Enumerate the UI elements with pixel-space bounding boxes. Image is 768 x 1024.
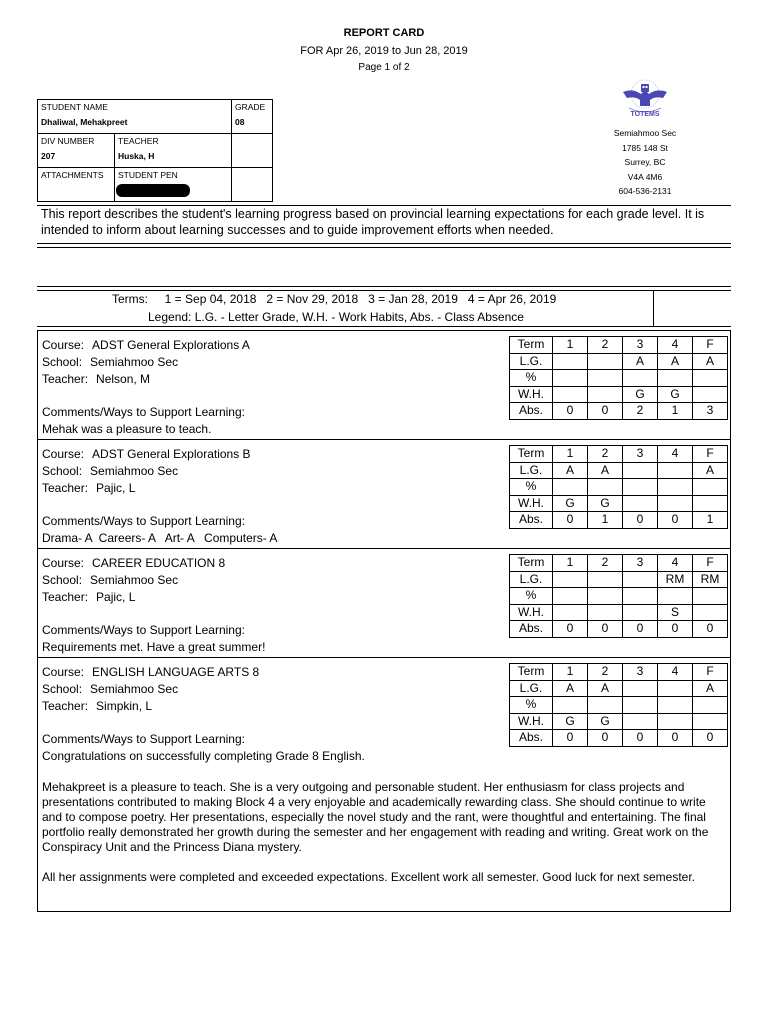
abs-cell: 0 <box>553 730 588 747</box>
grade-cell: A <box>693 353 728 370</box>
wh-cell: G <box>658 386 693 403</box>
comments-label: Comments/Ways to Support Learning: <box>42 732 245 746</box>
grade-cell: A <box>693 462 728 479</box>
blank-cell <box>231 133 273 168</box>
abs-cell: 0 <box>693 730 728 747</box>
grid-header-cell: 1 <box>553 337 588 354</box>
row-label-abs: Abs. <box>510 621 553 638</box>
row-label-wh: W.H. <box>510 713 553 730</box>
pct-cell <box>588 588 623 605</box>
wh-cell <box>693 604 728 621</box>
grade-cell <box>623 462 658 479</box>
grid-header-cell: 3 <box>623 446 658 463</box>
div-number-label: DIV NUMBER <box>41 136 95 146</box>
course-block <box>38 658 730 911</box>
attachments-cell <box>37 167 115 202</box>
totems-logo-icon <box>617 78 673 120</box>
grid-header-cell: Term <box>510 337 553 354</box>
div-number-value: 207 <box>41 151 56 161</box>
grade-cell <box>588 353 623 370</box>
wh-cell <box>623 495 658 512</box>
teacher-cell <box>114 133 232 168</box>
pct-cell <box>693 588 728 605</box>
course-school: Semiahmoo Sec <box>90 682 179 696</box>
row-label-lg: L.G. <box>510 462 553 479</box>
school-logo <box>617 78 673 120</box>
redaction-mark <box>116 184 190 197</box>
wh-cell: G <box>588 495 623 512</box>
course-teacher: Pajic, L <box>96 481 136 495</box>
student-pen-label: STUDENT PEN <box>118 170 178 180</box>
wh-cell <box>658 713 693 730</box>
course-school: Semiahmoo Sec <box>90 573 179 587</box>
terms-legend <box>37 286 731 326</box>
grade-cell: A <box>588 462 623 479</box>
pct-cell <box>658 697 693 714</box>
grid-header-cell: 4 <box>658 337 693 354</box>
abs-cell: 0 <box>693 621 728 638</box>
grid-header-cell: 4 <box>658 446 693 463</box>
grid-header-cell: 3 <box>623 337 658 354</box>
comments-label: Comments/Ways to Support Learning: <box>42 514 245 528</box>
student-name-cell <box>37 99 232 134</box>
div-number-cell <box>37 133 115 168</box>
pct-cell <box>553 479 588 496</box>
wh-cell <box>693 495 728 512</box>
pct-cell <box>553 370 588 387</box>
pct-cell <box>588 370 623 387</box>
comments-label: Comments/Ways to Support Learning: <box>42 623 245 637</box>
abs-cell: 0 <box>588 403 623 420</box>
course-comment: Mehak was a pleasure to teach. <box>42 422 212 436</box>
row-label-lg: L.G. <box>510 353 553 370</box>
blank-cell-2 <box>231 167 273 202</box>
grid-header-cell: F <box>693 664 728 681</box>
grid-header-cell: 2 <box>588 664 623 681</box>
page-number: Page 1 of 2 <box>358 62 410 73</box>
grade-cell: A <box>693 680 728 697</box>
abs-cell: 0 <box>588 730 623 747</box>
grid-header-cell: 3 <box>623 555 658 572</box>
school-city: Surrey, BC <box>624 157 666 167</box>
pct-cell <box>588 697 623 714</box>
school-street: 1785 148 St <box>622 142 668 153</box>
pct-cell <box>693 697 728 714</box>
grade-cell <box>588 571 623 588</box>
grade-table <box>509 663 728 747</box>
course-school: Semiahmoo Sec <box>90 464 179 478</box>
grid-header-cell: 2 <box>588 337 623 354</box>
grade-cell <box>553 353 588 370</box>
abs-cell: 0 <box>623 730 658 747</box>
logo-wordmark: TOTEMS <box>630 111 660 118</box>
school-label: School: <box>42 573 83 587</box>
grid-header-cell: F <box>693 446 728 463</box>
divider-line <box>37 326 731 327</box>
wh-cell <box>693 386 728 403</box>
course-block <box>38 440 730 548</box>
teacher-label: TEACHER <box>118 136 159 146</box>
grade-cell: RM <box>658 571 693 588</box>
row-label-abs: Abs. <box>510 730 553 747</box>
abs-cell: 0 <box>623 512 658 529</box>
school-info <box>580 78 710 199</box>
row-label-pct: % <box>510 697 553 714</box>
pct-cell <box>693 479 728 496</box>
course-comment: Congratulations on successfully completing Grade 8 English. <box>42 749 365 763</box>
grade-table <box>509 445 728 529</box>
grade-value: 08 <box>235 117 245 127</box>
teacher-label: Teacher: <box>42 481 89 495</box>
grade-cell: A <box>658 353 693 370</box>
row-label-pct: % <box>510 370 553 387</box>
grid-header-cell: 2 <box>588 446 623 463</box>
grade-cell: A <box>623 353 658 370</box>
row-label-wh: W.H. <box>510 604 553 621</box>
courses-section <box>37 330 731 912</box>
row-label-wh: W.H. <box>510 495 553 512</box>
comments-label: Comments/Ways to Support Learning: <box>42 405 245 419</box>
row-label-wh: W.H. <box>510 386 553 403</box>
legend-text: Legend: L.G. - Letter Grade, W.H. - Work Habits, Abs. - Class Absence <box>148 310 524 324</box>
pct-cell <box>553 697 588 714</box>
grid-header-cell: 1 <box>553 446 588 463</box>
grade-cell: RM <box>693 571 728 588</box>
pct-cell <box>693 370 728 387</box>
abs-cell: 1 <box>658 403 693 420</box>
school-label: School: <box>42 464 83 478</box>
grid-header-cell: Term <box>510 446 553 463</box>
school-name: Semiahmoo Sec <box>613 128 677 138</box>
teacher-label: Teacher: <box>42 699 89 713</box>
abs-cell: 3 <box>693 403 728 420</box>
row-label-abs: Abs. <box>510 403 553 420</box>
grade-cell <box>658 462 693 479</box>
attachments-label: ATTACHMENTS <box>41 170 104 180</box>
abs-cell: 1 <box>588 512 623 529</box>
school-postal: V4A 4M6 <box>627 171 663 182</box>
abs-cell: 0 <box>658 512 693 529</box>
grade-cell <box>658 680 693 697</box>
wh-cell <box>658 495 693 512</box>
student-info-box <box>37 99 273 202</box>
wh-cell <box>623 713 658 730</box>
course-school: Semiahmoo Sec <box>90 355 179 369</box>
teacher-label: Teacher: <box>42 372 89 386</box>
teacher-label: Teacher: <box>42 590 89 604</box>
row-label-abs: Abs. <box>510 512 553 529</box>
abs-cell: 0 <box>553 403 588 420</box>
pct-cell <box>623 588 658 605</box>
abs-cell: 0 <box>658 730 693 747</box>
divider-line <box>37 243 731 244</box>
abs-cell: 2 <box>623 403 658 420</box>
abs-cell: 1 <box>693 512 728 529</box>
pct-cell <box>623 697 658 714</box>
school-label: School: <box>42 682 83 696</box>
comment-paragraph: Mehakpreet is a pleasure to teach. She is a very outgoing and personable student. Her enthusiasm for class projects and presentations contributed to making Block 4 a very enjoyable and academically rewarding class. She should continue to write and to compose poetry. Her presentations, especially the novel study and the rant, were thoughtful and entertaining. The final portfolio really demonstrated her growth during the semester and her engagement with reading and writing. Great work on the Conspiracy Unit and the Princess Diana mystery. <box>42 780 709 854</box>
abs-cell: 0 <box>553 621 588 638</box>
abs-cell: 0 <box>623 621 658 638</box>
pct-cell <box>588 479 623 496</box>
grid-header-cell: 4 <box>658 555 693 572</box>
course-block <box>38 331 730 439</box>
course-teacher: Pajic, L <box>96 590 136 604</box>
course-teacher: Simpkin, L <box>96 699 153 713</box>
pct-cell <box>623 479 658 496</box>
grade-cell <box>623 680 658 697</box>
course-name: ADST General Explorations B <box>92 447 251 461</box>
course-name: CAREER EDUCATION 8 <box>92 556 226 570</box>
grid-header-cell: 1 <box>553 664 588 681</box>
report-period: FOR Apr 26, 2019 to Jun 28, 2019 <box>300 45 468 57</box>
teacher-value: Huska, H <box>118 151 155 161</box>
grade-cell: A <box>588 680 623 697</box>
course-name: ADST General Explorations A <box>92 338 250 352</box>
course-label: Course: <box>42 665 85 679</box>
wh-cell <box>693 713 728 730</box>
grid-header-cell: F <box>693 337 728 354</box>
grid-header-cell: 4 <box>658 664 693 681</box>
wh-cell <box>553 386 588 403</box>
grade-table <box>509 336 728 420</box>
wh-cell: G <box>553 495 588 512</box>
course-teacher: Nelson, M <box>96 372 151 386</box>
student-name-label: STUDENT NAME <box>41 102 108 112</box>
course-block <box>38 549 730 657</box>
pct-cell <box>553 588 588 605</box>
wh-cell <box>623 604 658 621</box>
school-label: School: <box>42 355 83 369</box>
pct-cell <box>658 479 693 496</box>
grid-header-cell: Term <box>510 664 553 681</box>
course-comment: Drama- A Careers- A Art- A Computers- A <box>42 531 278 545</box>
course-label: Course: <box>42 556 85 570</box>
wh-cell: G <box>553 713 588 730</box>
course-comment: Requirements met. Have a great summer! <box>42 640 266 654</box>
wh-cell <box>588 604 623 621</box>
row-label-lg: L.G. <box>510 571 553 588</box>
report-description: This report describes the student's learning progress based on provincial learning expectations for each grade level. It is intended to inform about learning successes and to guide improvement efforts when needed. <box>41 207 705 237</box>
grid-header-cell: 3 <box>623 664 658 681</box>
row-label-pct: % <box>510 479 553 496</box>
course-label: Course: <box>42 338 85 352</box>
grade-cell <box>231 99 273 134</box>
grid-header-cell: Term <box>510 555 553 572</box>
row-label-lg: L.G. <box>510 680 553 697</box>
grid-header-cell: F <box>693 555 728 572</box>
wh-cell <box>588 386 623 403</box>
pct-cell <box>658 370 693 387</box>
wh-cell: S <box>658 604 693 621</box>
pct-cell <box>623 370 658 387</box>
wh-cell <box>553 604 588 621</box>
wh-cell: G <box>588 713 623 730</box>
grade-cell: A <box>553 680 588 697</box>
comment-paragraph: All her assignments were completed and exceeded expectations. Excellent work all semester. Good luck for next semester. <box>42 870 695 884</box>
abs-cell: 0 <box>553 512 588 529</box>
wh-cell: G <box>623 386 658 403</box>
row-label-pct: % <box>510 588 553 605</box>
pct-cell <box>658 588 693 605</box>
grade-cell <box>623 571 658 588</box>
school-phone: 604-536-2131 <box>618 186 672 196</box>
divider-line <box>37 247 731 248</box>
grade-label: GRADE <box>235 102 266 112</box>
grade-table <box>509 554 728 638</box>
student-name-value: Dhaliwal, Mehakpreet <box>41 117 128 127</box>
course-name: ENGLISH LANGUAGE ARTS 8 <box>92 665 260 679</box>
grid-header-cell: 1 <box>553 555 588 572</box>
grade-cell: A <box>553 462 588 479</box>
grid-header-cell: 2 <box>588 555 623 572</box>
abs-cell: 0 <box>658 621 693 638</box>
terms-separator <box>653 291 654 326</box>
report-title: REPORT CARD <box>343 27 425 39</box>
course-label: Course: <box>42 447 85 461</box>
abs-cell: 0 <box>588 621 623 638</box>
terms-dates: Terms: 1 = Sep 04, 2018 2 = Nov 29, 2018 3 = Jan 28, 2019 4 = Apr 26, 2019 <box>112 292 557 306</box>
grade-cell <box>553 571 588 588</box>
